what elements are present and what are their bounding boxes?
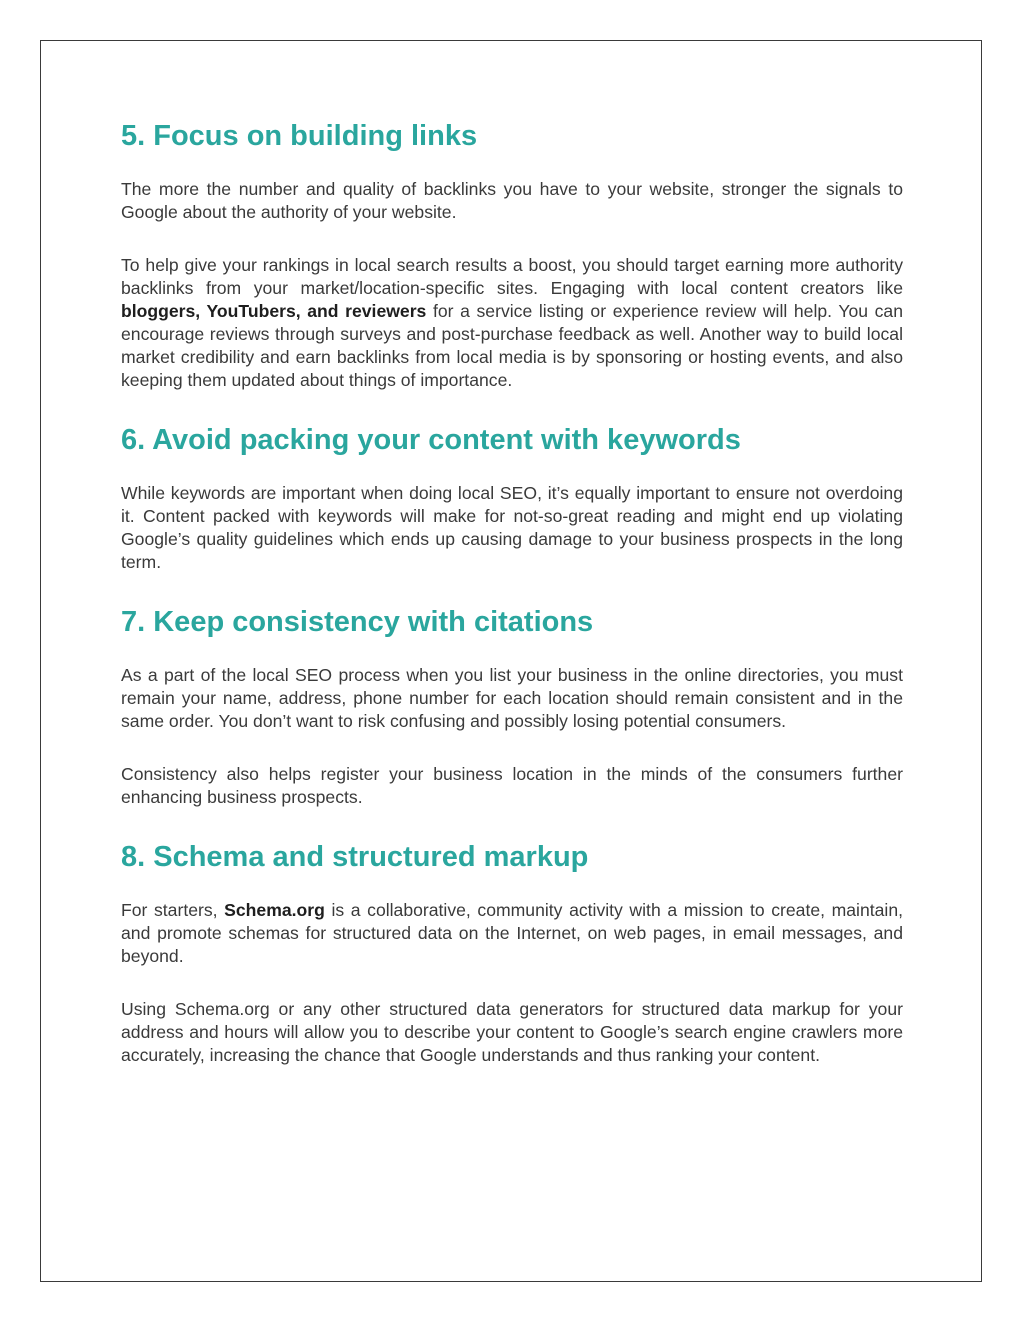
paragraph-citations: As a part of the local SEO process when you list your business in the online directories, you must remain your name, address, phone number for each location should remain consistent and in the same order. You don’t want to risk confusing and possibly losing potential consumers. — [121, 665, 903, 731]
bold-text-content-creators: bloggers, YouTubers, and reviewers — [121, 301, 427, 321]
section-heading-building-links: 5. Focus on building links — [121, 120, 478, 152]
text-run: To help give your rankings in local search results a boost, you should target earning more authority backlinks from your market/location-specific sites. Engaging with local content creators like — [121, 255, 903, 298]
paragraph-schema-usage: Using Schema.org or any other structured data generators for structured data markup for your address and hours will allow you to describe your content to Google’s search engine crawlers more accurately, increasing the chance that Google understands and thus ranking your content. — [121, 999, 903, 1065]
section-heading-avoid-keyword-packing: 6. Avoid packing your content with keywords — [121, 424, 741, 456]
paragraph-keywords: While keywords are important when doing local SEO, it’s equally important to ensure not overdoing it. Content packed with keywords will make for not-so-great reading and might end up violating Google’s quality guidelines which ends up causing damage to your business prospects in the long term. — [121, 483, 903, 572]
document-body — [121, 116, 903, 1067]
paragraph-schema-intro — [121, 899, 903, 968]
text-run: for a service listing or experience review will help. You can encourage reviews through surveys and post-purchase feedback as well. Another way to build local market credibility and earn backlinks from local media is by sponsoring or hosting events, and also keeping them updated about things of importance. — [121, 301, 903, 390]
paragraph-local-backlinks — [121, 254, 903, 392]
text-run: For starters, — [121, 900, 225, 920]
paragraph-backlinks-intro: The more the number and quality of backlinks you have to your website, stronger the signals to Google about the authority of your website. — [121, 179, 903, 222]
text-run: is a collaborative, community activity with a mission to create, maintain, and promote schemas for structured data on the Internet, on web pages, in email messages, and beyond. — [121, 900, 903, 966]
bold-text-schema-org: Schema.org — [224, 900, 325, 920]
section-heading-citations: 7. Keep consistency with citations — [121, 606, 594, 638]
section-heading-schema: 8. Schema and structured markup — [121, 841, 589, 873]
paragraph-consistency: Consistency also helps register your business location in the minds of the consumers further enhancing business prospects. — [121, 764, 903, 807]
